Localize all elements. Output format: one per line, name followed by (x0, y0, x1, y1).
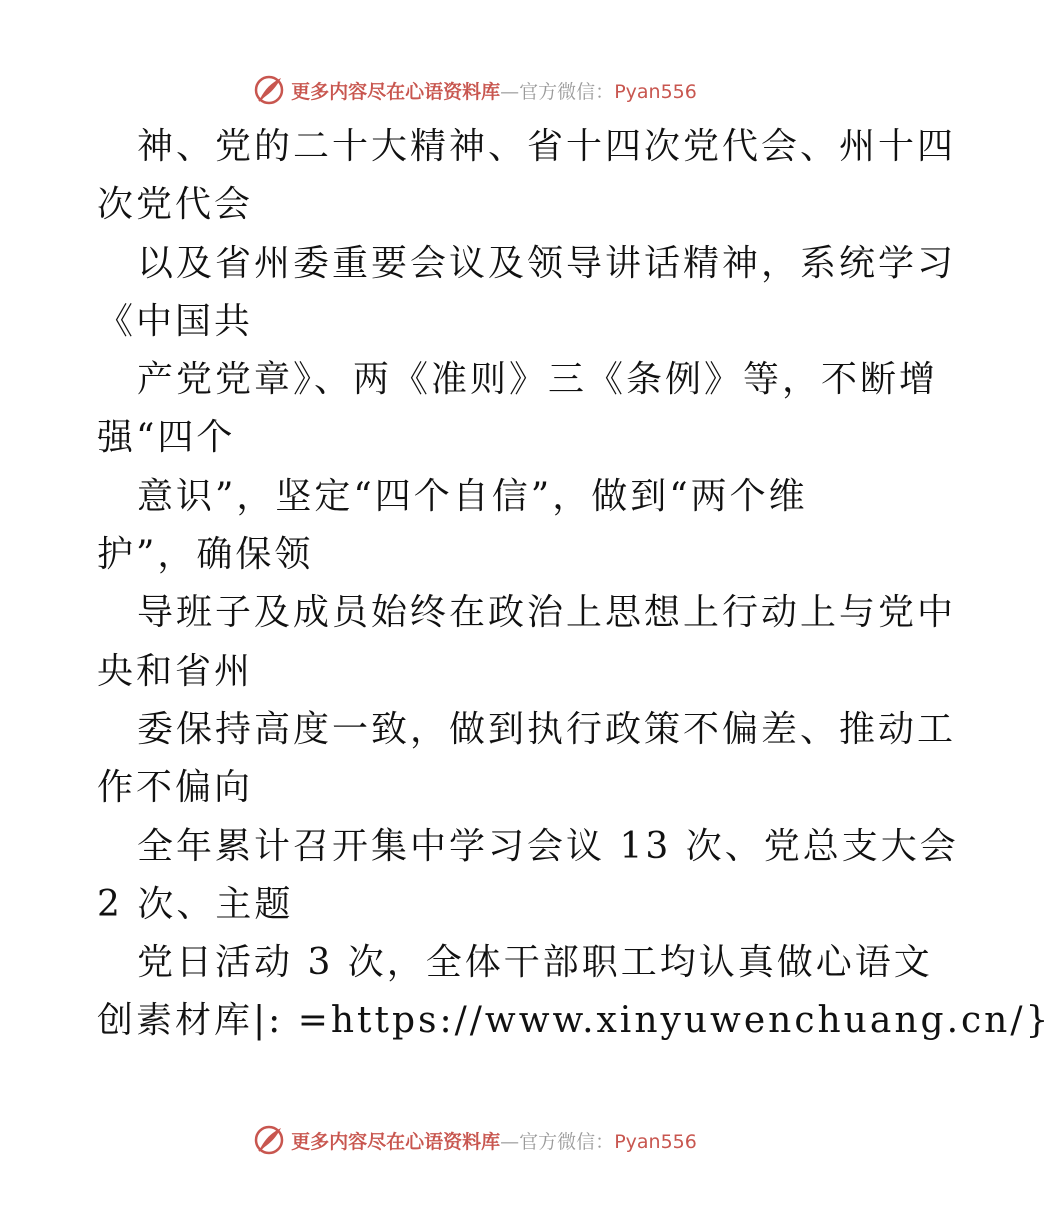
text-line: 神、党的二十大精神、省十四次党代会、州十四 (137, 126, 957, 167)
text-line: 导班子及成员始终在政治上思想上行动上与党中 (137, 592, 957, 634)
header-banner-text (291, 77, 697, 104)
quill-logo-icon (253, 1124, 285, 1156)
text-line: 《中国共 (97, 300, 254, 342)
footer-banner (0, 1120, 950, 1160)
footer-dash: — (500, 1130, 520, 1153)
header-dash: — (500, 80, 520, 103)
text-line: 全年累计召开集中学习会议 13 次、党总支大会 (137, 825, 959, 867)
footer-wechat-id: Pyan556 (614, 1130, 697, 1153)
text-line: 次党代会 (97, 184, 254, 226)
document-body (97, 118, 1051, 1051)
text-line: 央和省州 (97, 650, 254, 692)
text-line-url: 创素材库|: =https://www.xinyuwenchuang.cn/} (97, 1000, 1051, 1042)
text-line: 党日活动 3 次，全体干部职工均认真做心语文 (137, 942, 933, 984)
header-official-label: 官方微信： (519, 80, 615, 103)
text-line: 以及省州委重要会议及领导讲话精神，系统学习 (137, 242, 957, 284)
header-banner (0, 70, 950, 110)
footer-official-label: 官方微信： (519, 1130, 615, 1153)
quill-logo-icon (253, 74, 285, 106)
header-site-name: 更多内容尽在心语资料库 (291, 80, 501, 103)
text-line: 作不偏向 (97, 767, 254, 809)
text-line: 强“四个 (97, 417, 236, 459)
text-line: 产党党章》、两《准则》三《条例》等，不断增 (137, 359, 939, 401)
footer-site-name: 更多内容尽在心语资料库 (291, 1130, 501, 1153)
text-line: 意识”，坚定“四个自信”，做到“两个维 (137, 475, 808, 517)
header-wechat-id: Pyan556 (614, 80, 697, 103)
text-line: 委保持高度一致，做到执行政策不偏差、推动工 (137, 708, 957, 750)
text-line: 护”，确保领 (97, 534, 314, 576)
text-line: 2 次、主题 (97, 883, 294, 925)
footer-banner-text (291, 1127, 697, 1154)
